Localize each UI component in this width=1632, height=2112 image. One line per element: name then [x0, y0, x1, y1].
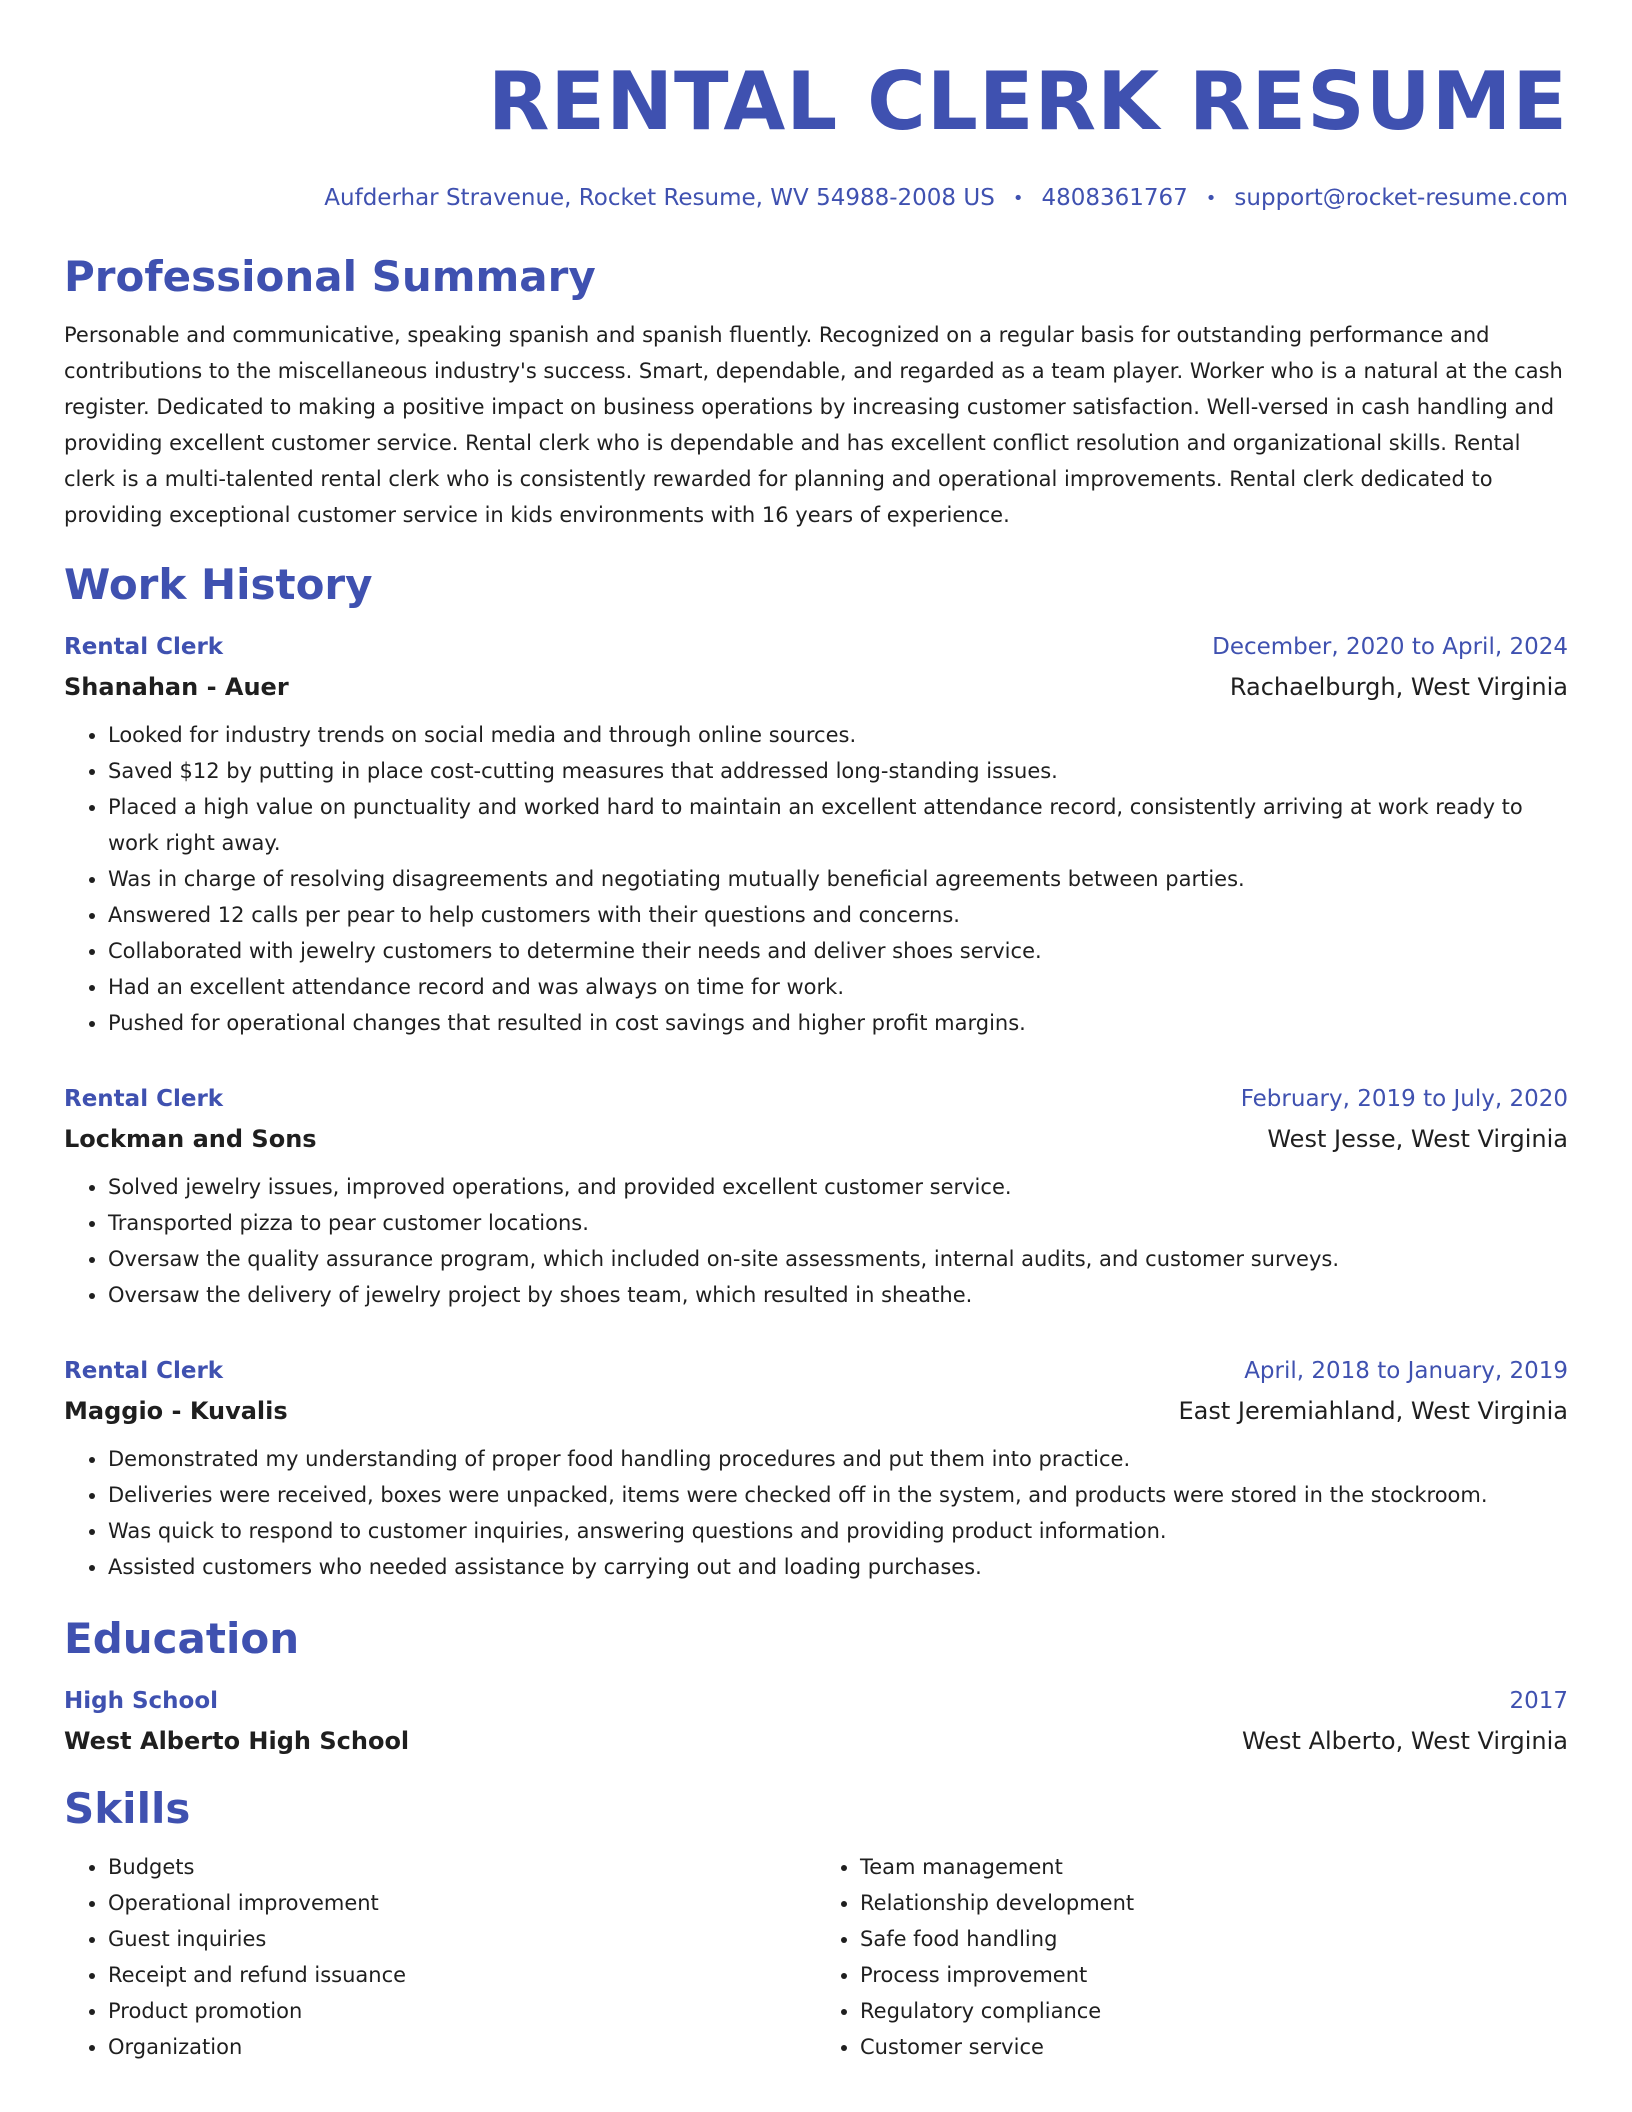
- skill-item: • Receipt and refund issuance: [108, 1957, 816, 1993]
- skill-item: • Organization: [108, 2029, 816, 2065]
- bullet-item: • Was quick to respond to customer inquiries, answering questions and providing product information.: [108, 1513, 1568, 1549]
- contact-address: Aufderhar Stravenue, Rocket Resume, WV 54988-2008 US: [324, 185, 995, 211]
- job-title: Rental Clerk: [64, 1086, 224, 1112]
- job-location: Rachaelburgh, West Virginia: [1229, 673, 1568, 701]
- education-degree: High School: [64, 1688, 219, 1714]
- job-location: East Jeremiahland, West Virginia: [1178, 1397, 1568, 1425]
- skill-item: • Customer service: [860, 2029, 1568, 2065]
- job-company: Maggio - Kuvalis: [64, 1397, 288, 1425]
- job-bullets: [64, 1169, 1568, 1313]
- job-dates: February, 2019 to July, 2020: [1240, 1086, 1568, 1112]
- skill-item: • Budgets: [108, 1849, 816, 1885]
- skill-item: • Product promotion: [108, 1993, 816, 2029]
- job-entry: [64, 1079, 1568, 1313]
- job-company: Shanahan - Auer: [64, 673, 289, 701]
- education-school: West Alberto High School: [64, 1727, 410, 1755]
- bullet-item: • Collaborated with jewelry customers to determine their needs and deliver shoes service.: [108, 933, 1568, 969]
- bullet-item: • Oversaw the quality assurance program, which included on-site assessments, internal audits, and customer surveys.: [108, 1241, 1568, 1277]
- resume-title: RENTAL CLERK RESUME: [487, 55, 1568, 148]
- skill-item: • Regulatory compliance: [860, 1993, 1568, 2029]
- job-bullets: [64, 717, 1568, 1041]
- bullet-item: • Looked for industry trends on social media and through online sources.: [108, 717, 1568, 753]
- contact-email: support@rocket-resume.com: [1234, 185, 1568, 211]
- contact-separator: •: [1205, 188, 1217, 209]
- job-location: West Jesse, West Virginia: [1267, 1125, 1568, 1153]
- skill-item: • Process improvement: [860, 1957, 1568, 1993]
- job-dates: April, 2018 to January, 2019: [1244, 1358, 1568, 1384]
- summary-text: Personable and communicative, speaking spanish and spanish fluently. Recognized on a regular basis for outstanding performance and contributions to the miscellaneous industry's success. Smart, dependable, and regarded as a team player. Worker who is a natural at the cash register. Dedicated to making a positive impact on business operations by increasing customer satisfaction. Well-versed in cash handling and providing excellent customer service. Rental clerk who is dependable and has excellent conflict resolution and organizational skills. Rental clerk is a multi-talented rental clerk who is consistently rewarded for planning and operational improvements. Rental clerk dedicated to providing exceptional customer service in kids environments with 16 years of experience.: [64, 323, 1563, 527]
- bullet-item: • Solved jewelry issues, improved operations, and provided excellent customer service.: [108, 1169, 1568, 1205]
- skills-column-left: [64, 1849, 816, 2065]
- contact-phone: 4808361767: [1041, 185, 1188, 211]
- bullet-item: • Assisted customers who needed assistance by carrying out and loading purchases.: [108, 1549, 1568, 1585]
- bullet-item: • Answered 12 calls per pear to help customers with their questions and concerns.: [108, 897, 1568, 933]
- job-bullets: [64, 1441, 1568, 1585]
- skill-item: • Team management: [860, 1849, 1568, 1885]
- bullet-item: • Demonstrated my understanding of proper food handling procedures and put them into practice.: [108, 1441, 1568, 1477]
- bullet-item: • Pushed for operational changes that resulted in cost savings and higher profit margins.: [108, 1005, 1568, 1041]
- skills-list: [64, 1849, 1568, 2065]
- summary-heading: Professional Summary: [64, 252, 596, 301]
- bullet-item: • Placed a high value on punctuality and worked hard to maintain an excellent attendance record, consistently arriving at work ready to work right away.: [108, 789, 1568, 861]
- education-entry: [64, 1681, 1568, 1761]
- skill-item: • Operational improvement: [108, 1885, 816, 1921]
- bullet-item: • Was in charge of resolving disagreements and negotiating mutually beneficial agreements between parties.: [108, 861, 1568, 897]
- bullet-item: • Transported pizza to pear customer locations.: [108, 1205, 1568, 1241]
- bullet-item: • Saved $12 by putting in place cost-cutting measures that addressed long-standing issues.: [108, 753, 1568, 789]
- bullet-item: • Had an excellent attendance record and was always on time for work.: [108, 969, 1568, 1005]
- skill-item: • Guest inquiries: [108, 1921, 816, 1957]
- work-history-heading: Work History: [64, 560, 373, 609]
- skill-item: • Safe food handling: [860, 1921, 1568, 1957]
- education-location: West Alberto, West Virginia: [1241, 1727, 1568, 1755]
- education-heading: Education: [64, 1614, 300, 1663]
- job-entry: [64, 1351, 1568, 1585]
- skill-item: • Relationship development: [860, 1885, 1568, 1921]
- education-year: 2017: [1509, 1688, 1568, 1714]
- bullet-item: • Deliveries were received, boxes were unpacked, items were checked off in the system, and products were stored in the stockroom.: [108, 1477, 1568, 1513]
- skills-heading: Skills: [64, 1784, 191, 1833]
- contact-separator: •: [1012, 188, 1024, 209]
- skills-column-right: [816, 1849, 1568, 2065]
- job-entry: [64, 627, 1568, 1041]
- bullet-item: • Oversaw the delivery of jewelry project by shoes team, which resulted in sheathe.: [108, 1277, 1568, 1313]
- job-title: Rental Clerk: [64, 634, 224, 660]
- contact-line: [64, 182, 1568, 215]
- job-title: Rental Clerk: [64, 1358, 224, 1384]
- job-dates: December, 2020 to April, 2024: [1212, 634, 1568, 660]
- job-company: Lockman and Sons: [64, 1125, 317, 1153]
